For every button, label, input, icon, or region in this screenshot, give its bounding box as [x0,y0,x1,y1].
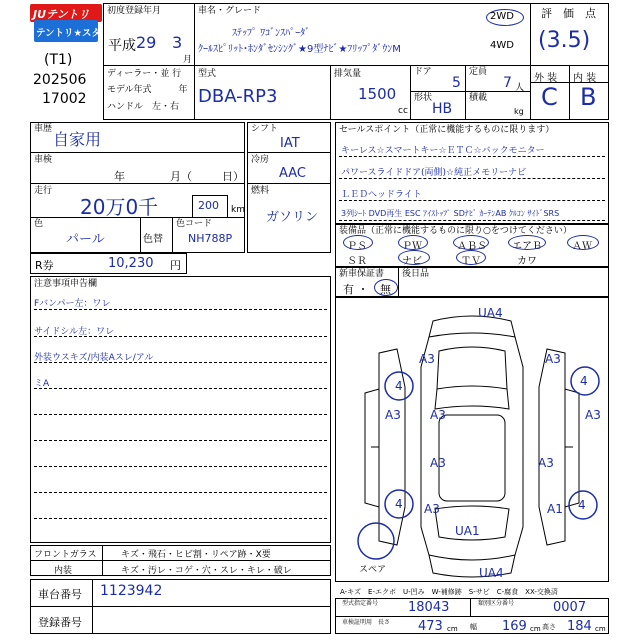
dealer-label: ディーラー・並 行 [107,69,182,79]
mileage-unit: km [231,205,245,215]
displacement-value: 1500 [358,85,397,103]
equip-ps: ＰＳ [347,241,367,252]
int-label: 内 装 [573,73,597,84]
note-item-3: 外装ウスキズ/内装Aスレ/アル [34,353,154,363]
note-item-4: ミA [34,379,50,389]
shift-value: IAT [280,136,300,151]
sales-item-4: 3列ｼｰﾄ DVD再生 ESC ｱｲｽﾄｯﾌﾟ SDﾅﾋﾞ ｶｰﾃﾝAB ｸﾙｺﾝ ｻｲﾄﾞSRS [341,209,560,218]
rating-label: 評 価 点 [541,7,596,20]
auction-logo [30,4,111,44]
color-change-label: 色替 [143,234,163,245]
recycle-label: R券 [35,259,54,272]
ext-grade: C [541,83,558,111]
mark-left-front-wheel: 4 [395,379,403,393]
height-value: 184 [567,619,592,634]
sales-item-2: パワースライドドア(両側)☆純正メモリーナビ [341,168,527,178]
interior-value: キズ・汚レ・コゲ・穴・スレ・キレ・破レ [121,566,292,576]
fuel-value: ガソリン [266,210,319,225]
mileage-value: 20万0千 [80,195,159,219]
reg-label: 初度登録年月 [107,6,162,16]
glass-label: フロントガラス [34,550,97,560]
mark-rear-glass: A3 [430,456,446,470]
warranty-label: 新車保証書 [339,269,385,279]
shape-label: 形状 [414,93,433,103]
class-number-label: 類別区分番号 [478,600,515,607]
mark-right-front-wheel: 4 [580,374,588,388]
name-label: 車名・グレード [198,6,262,16]
capacity-value: 7 [503,75,512,91]
sheet-id-2: 17002 [42,91,87,107]
height-label: 高さ [542,623,556,631]
equip-abs: ＡＢＳ [457,241,487,252]
equip-airbag: エアＢ [512,241,542,252]
pw-circle [398,235,428,250]
width-unit: cm [530,625,541,633]
model-value: DBA-RP3 [198,86,278,107]
note-item-1: Fバンパー左：ワレ [34,299,111,309]
shape-value: HB [432,101,453,117]
equip-tv: ＴＶ [461,256,481,267]
equip-pw: ＰＷ [402,241,422,252]
plate-label: 登録番号 [38,616,82,629]
length-unit: cm [447,625,458,633]
usage-label: 車歴 [34,124,53,134]
mark-tailgate: UA1 [455,524,480,538]
inspection-year: 年 [114,170,125,183]
notes-section [30,276,331,543]
sheet-id-1: 202506 [33,72,87,88]
length-value: 473 [418,619,443,634]
mark-right-fender: A3 [545,352,561,366]
int-grade: B [580,83,597,111]
mark-rear-bumper: UA4 [479,566,504,580]
navi-circle [398,250,430,265]
damage-legend: A-キズ E-エクボ U-凹み W-補修跡 S-サビ C-腐食 XX-交換済 [340,588,558,596]
airbag-circle [508,235,546,250]
car-name: ｽﾃｯﾌﾟ ﾜｺﾞﾝｽﾊﾟｰﾀﾞ [232,28,311,39]
model-year-label: モデル年式 年 [107,85,188,95]
spare-label: スペア [359,565,387,575]
logo-line1: JUテントリ [33,8,90,21]
reg-month: 3 [172,33,183,52]
color-code-label: 色コード [176,219,213,229]
drive-4wd: 4WD [490,40,514,51]
mark-left-fender: A3 [419,352,435,366]
inspection-label: 車検 [34,155,53,165]
model-label: 型式 [198,69,217,79]
mark-right-quarter: A3 [538,456,554,470]
equip-navi: ナビ [402,256,422,267]
type-number-label: 型式指定番号 [342,600,379,607]
recycle-unit: 円 [170,259,181,272]
recycle-value: 10,230 [108,256,154,271]
load-unit: kg [514,107,524,116]
ac-value: AAC [279,166,306,181]
sheet-code: (T1) [44,52,73,68]
equip-leather: カワ [517,256,537,267]
handle-label: ハンドル 左・右 [107,102,180,112]
equip-aw: ＡＷ [572,241,592,252]
drive-2wd: 2WD [490,11,514,22]
warranty-none-circle [374,279,398,296]
warranty-options: 有 ・ [343,283,369,296]
mileage-sub: 200 [198,199,219,212]
capacity-label: 定員 [469,67,488,77]
tv-circle [456,250,486,265]
car-grade: ｸｰﾙｽﾋﾟﾘｯﾄ･ﾎﾝﾀﾞｾﾝｼﾝｸﾞ★9型ﾅﾋﾞ★ﾌﾘｯﾌﾟﾀﾞｳﾝM [198,44,401,55]
color-label: 色 [34,219,44,229]
glass-value: キズ・飛石・ヒビ割・リペア跡・X要 [121,550,271,560]
mark-right-door: A3 [585,408,601,422]
abs-circle [453,235,489,250]
displacement-label: 排気量 [334,69,362,79]
ps-circle [343,235,373,250]
reg-era: 平成 [108,38,136,54]
sales-item-3: ＬＥＤヘッドライト [341,190,422,200]
car-diagram [335,297,609,582]
inspection-day: 日） [222,170,244,183]
note-item-2: サイドシル左：ワレ [34,327,115,337]
rating-score: (3.5) [538,28,591,53]
width-value: 169 [502,619,527,634]
mark-left-quarter: A3 [424,502,440,516]
mark-front-bumper: UA4 [478,306,503,320]
mark-right-rear: A1 [547,502,563,516]
load-label: 積載 [469,93,488,103]
sales-item-1: キーレス☆スマートキー☆ＥＴＣ☆バックモニター [341,146,545,156]
aw-circle [567,235,599,250]
color-value: パール [66,232,105,247]
equip-sr: ＳＲ [347,256,367,267]
warranty-none: 無 [380,283,391,296]
shift-label: シフト [251,124,279,134]
capacity-unit: 人 [515,83,525,93]
usage-value: 自家用 [53,130,102,149]
equipment-label: 装備品（正常に機能するものに限り○をつけてください） [339,226,572,236]
mark-roof: A3 [430,408,446,422]
chassis-value: 1123942 [100,583,163,599]
inspection-month: 月（ [170,170,192,183]
mark-left-rear-wheel: 4 [395,497,403,511]
ext-label: 外 装 [534,73,558,84]
mileage-label: 走行 [34,186,53,196]
interior-label: 内装 [54,566,73,576]
door-value: 5 [452,75,461,91]
type-number: 18043 [408,600,450,615]
reg-month-unit: 月 [183,55,193,65]
displacement-unit: cc [398,106,408,116]
ac-label: 冷房 [251,155,270,165]
sales-label: セールスポイント（正常に機能するものに限ります） [339,125,555,135]
logo-line2: テントリ★スター [36,28,111,39]
later-label: 後日品 [402,269,430,279]
door-label: ドア [414,67,432,77]
notes-label: 注意事項申告欄 [34,279,98,289]
length-label: 車検証明用 長さ [342,619,391,626]
mark-left-door: A3 [385,408,401,422]
height-unit: cm [595,625,606,633]
mark-right-rear-wheel: 4 [578,498,586,512]
chassis-label: 車台番号 [38,588,82,601]
reg-year: 29 [136,33,157,52]
class-number: 0007 [553,600,587,615]
width-label: 幅 [470,623,477,631]
color-code: NH788P [188,232,233,245]
fuel-label: 燃料 [251,186,270,196]
